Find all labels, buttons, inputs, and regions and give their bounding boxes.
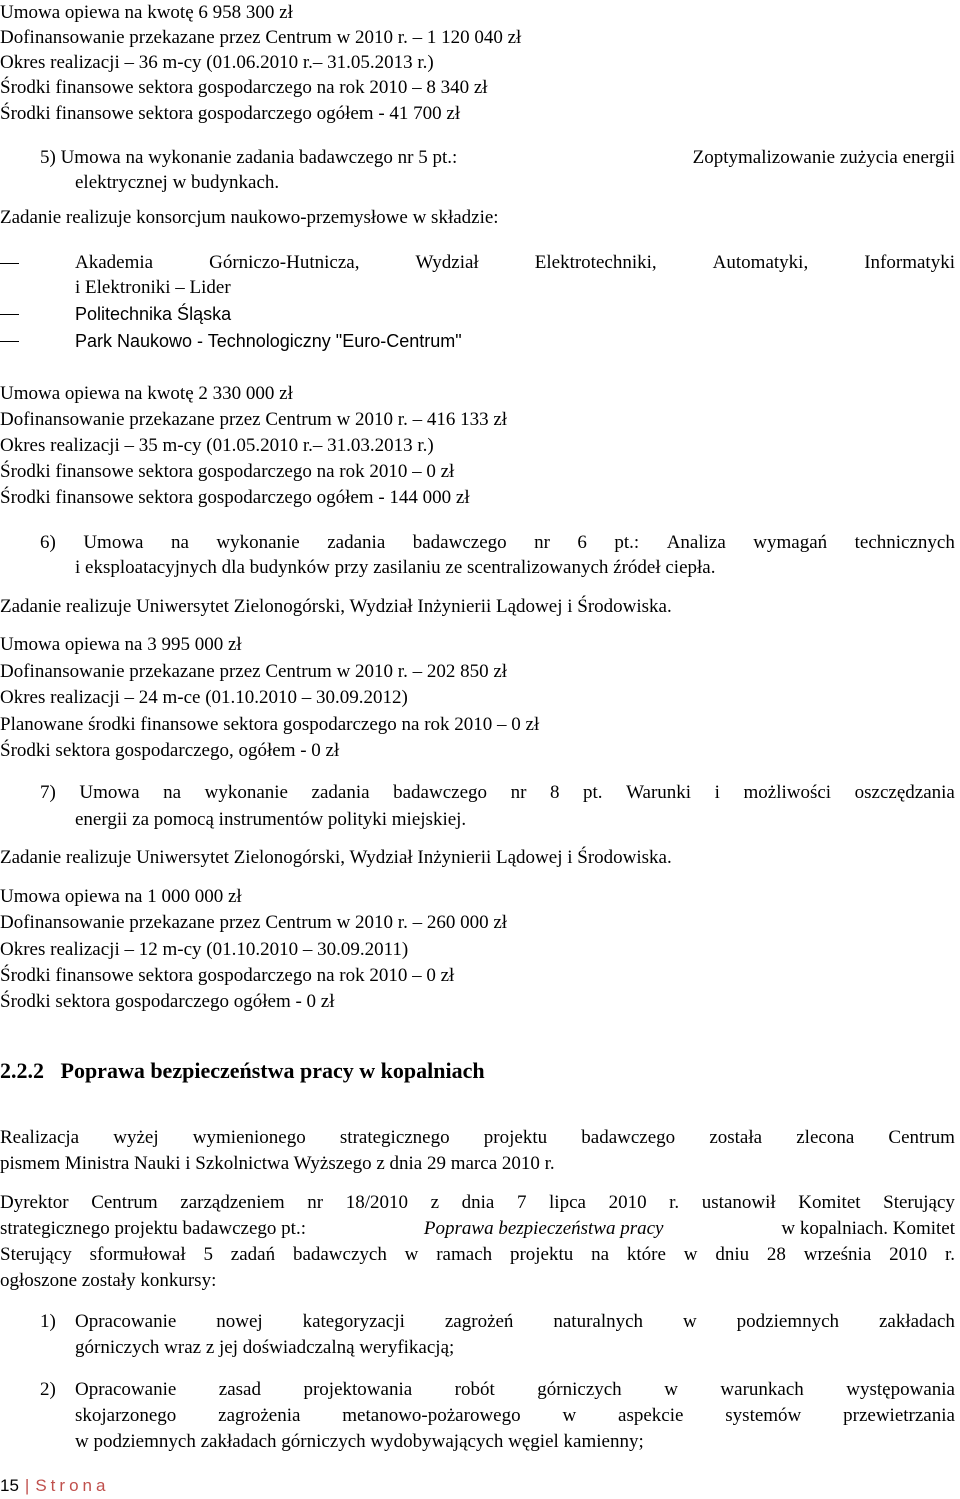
word: nr (307, 1192, 324, 1213)
task-5-heading (40, 145, 955, 170)
word: badawczego (393, 782, 488, 803)
task-7-heading (40, 780, 955, 805)
word: ustanowił (701, 1192, 776, 1213)
word: zadań (230, 1244, 276, 1265)
word: r. (669, 1192, 680, 1213)
word: projektu (483, 1127, 548, 1148)
word: projektu (509, 1244, 574, 1265)
word: zadania (327, 532, 386, 553)
contest-2-line (75, 1403, 955, 1428)
word: sformułował (89, 1244, 186, 1265)
word: badawczych (292, 1244, 387, 1265)
word: Umowa (83, 532, 144, 553)
word: wykonanie (216, 532, 300, 553)
word: i (714, 782, 720, 803)
word: aspekcie (618, 1405, 684, 1426)
word: nr (534, 532, 550, 553)
word: występowania (846, 1379, 955, 1400)
word: zakładach (878, 1311, 955, 1332)
word: Sterujący (0, 1244, 72, 1265)
word: Opracowanie (75, 1311, 177, 1332)
word: na (170, 532, 189, 553)
paragraph-2-line (0, 1242, 955, 1267)
word: metanowo-pożarowego (342, 1405, 521, 1426)
text-line: Umowa opiewa na 1 000 000 zł (0, 886, 242, 907)
word: 28 (766, 1244, 786, 1265)
consortium-member-1 (75, 250, 955, 275)
word: 2010 (608, 1192, 647, 1213)
word: w (683, 1311, 697, 1332)
text-line: Okres realizacji – 36 m-cy (01.06.2010 r.– 31.05.2013 r.) (0, 52, 434, 73)
word: naturalnych (553, 1311, 644, 1332)
contest-2-line (75, 1377, 955, 1402)
word: Elektrotechniki, (534, 252, 657, 273)
word: w (404, 1244, 419, 1265)
word: zarządzeniem (180, 1192, 285, 1213)
word: podziemnych (736, 1311, 840, 1332)
word: na (591, 1244, 610, 1265)
paragraph-2-line: ogłoszone zostały konkursy: (0, 1270, 217, 1291)
word: Centrum (888, 1127, 955, 1148)
word: 6) (40, 532, 56, 553)
word: zlecona (796, 1127, 855, 1148)
word: nr (510, 782, 527, 803)
task-7-executor: Zadanie realizuje Uniwersytet Zielonogórski, Wydział Inżynierii Lądowej i Środowiska. (0, 847, 672, 868)
paragraph-1-line: pismem Ministra Nauki i Szkolnictwa Wyższego z dnia 29 marca 2010 r. (0, 1153, 555, 1174)
task-5-title: 5) Umowa na wykonanie zadania badawczego nr 5 pt.: (40, 147, 458, 168)
word: zagrożeń (444, 1311, 514, 1332)
text-line: Okres realizacji – 24 m-ce (01.10.2010 – 30.09.2012) (0, 687, 408, 708)
word: Automatyki, (712, 252, 809, 273)
paragraph-2-line (0, 1190, 955, 1215)
word: została (709, 1127, 763, 1148)
task-6-heading (40, 530, 955, 555)
text-line: energii za pomocą instrumentów polityki miejskiej. (75, 809, 467, 830)
word: Centrum (91, 1192, 158, 1213)
text-line: Środki finansowe sektora gospodarczego ogółem - 144 000 zł (0, 487, 470, 508)
text-line: Umowa opiewa na kwotę 2 330 000 zł (0, 383, 293, 404)
word: Komitet (798, 1192, 861, 1213)
contest-2-number: 2) (40, 1379, 56, 1400)
word: 2010 (889, 1244, 928, 1265)
word: 8 (549, 782, 560, 803)
word: zasad (218, 1379, 261, 1400)
word: robót (454, 1379, 495, 1400)
word: nowej (216, 1311, 263, 1332)
page-footer (0, 1473, 109, 1498)
word: 7) (40, 782, 56, 803)
word: technicznych (854, 532, 955, 553)
contest-1-number: 1) (40, 1311, 56, 1332)
word: Akademia (75, 252, 154, 273)
word: możliwości (743, 782, 832, 803)
text-line: Środki sektora gospodarczego ogółem - 0 zł (0, 991, 335, 1012)
word: na (163, 782, 182, 803)
word: wyżej (113, 1127, 159, 1148)
text-line: Środki sektora gospodarczego, ogółem - 0 zł (0, 740, 340, 761)
word: pt. (583, 782, 603, 803)
word: września (803, 1244, 872, 1265)
section-number: 2.2.2 (0, 1058, 44, 1083)
text-line: Planowane środki finansowe sektora gospodarczego na rok 2010 – 0 zł (0, 714, 540, 735)
text-line: Okres realizacji – 12 m-cy (01.10.2010 – 30.09.2011) (0, 939, 409, 960)
paragraph-2-text: strategicznego projektu badawczego pt.: (0, 1218, 306, 1239)
text-line: i eksploatacyjnych dla budynków przy zasilaniu ze scentralizowanych źródeł ciepła. (75, 557, 716, 578)
word: badawczego (412, 532, 507, 553)
word: pt.: (614, 532, 640, 553)
text-line: Umowa opiewa na 3 995 000 zł (0, 634, 242, 655)
word: oszczędzania (854, 782, 955, 803)
word: zagrożenia (218, 1405, 301, 1426)
text-line: Okres realizacji – 35 m-cy (01.05.2010 r.– 31.03.2013 r.) (0, 435, 434, 456)
word: w (664, 1379, 678, 1400)
task-6-executor: Zadanie realizuje Uniwersytet Zielonogórski, Wydział Inżynierii Lądowej i Środowiska. (0, 596, 672, 617)
word: systemów (725, 1405, 802, 1426)
word: górniczych (537, 1379, 622, 1400)
text-line: Środki finansowe sektora gospodarczego ogółem - 41 700 zł (0, 103, 461, 124)
paragraph-1-line (0, 1125, 955, 1150)
word: 5 (203, 1244, 213, 1265)
word: 7 (516, 1192, 527, 1213)
word: Sterujący (883, 1192, 955, 1213)
page-number: 15 (0, 1476, 19, 1495)
word: 18/2010 (345, 1192, 408, 1213)
word: strategicznego (339, 1127, 450, 1148)
word: Umowa (79, 782, 140, 803)
contest-1-line: górniczych wraz z jej doświadczalną weryfikacją; (75, 1337, 455, 1358)
text-line: Umowa opiewa na kwotę 6 958 300 zł (0, 2, 293, 23)
word: ramach (436, 1244, 493, 1265)
bullet-dash (0, 263, 19, 264)
text-line: elektrycznej w budynkach. (75, 172, 280, 193)
word: Opracowanie (75, 1379, 177, 1400)
footer-separator: | (24, 1476, 30, 1495)
consortium-intro: Zadanie realizuje konsorcjum naukowo-przemysłowe w składzie: (0, 207, 499, 228)
word: Dyrektor (0, 1192, 69, 1213)
word: wymagań (753, 532, 828, 553)
consortium-member-3: Park Naukowo - Technologiczny "Euro-Centrum" (75, 331, 462, 351)
task-5-subject: Zoptymalizowanie zużycia energii (692, 147, 955, 168)
text-line: Środki finansowe sektora gospodarczego na rok 2010 – 0 zł (0, 461, 455, 482)
word: wykonanie (204, 782, 288, 803)
section-heading (0, 1057, 485, 1085)
word: projektowania (303, 1379, 413, 1400)
word: w (562, 1405, 577, 1426)
word: przewietrzania (843, 1405, 955, 1426)
project-title-italic: Poprawa bezpieczeństwa pracy (423, 1218, 664, 1239)
section-title: Poprawa bezpieczeństwa pracy w kopalniach (60, 1058, 485, 1083)
word: z (430, 1192, 440, 1213)
consortium-member-2: Politechnika Śląska (75, 304, 232, 324)
text-line: Dofinansowanie przekazane przez Centrum w 2010 r. – 416 133 zł (0, 409, 508, 430)
paragraph-2-text: w kopalniach. Komitet (781, 1218, 955, 1239)
text-line: Dofinansowanie przekazane przez Centrum w 2010 r. – 260 000 zł (0, 912, 508, 933)
word: Wydział (415, 252, 479, 273)
text-line: i Elektroniki – Lider (75, 277, 231, 298)
bullet-dash (0, 341, 19, 342)
paragraph-2-line (0, 1216, 955, 1241)
word: lipca (549, 1192, 586, 1213)
footer-label: Strona (35, 1476, 110, 1495)
bullet-dash (0, 314, 19, 315)
word: Informatyki (864, 252, 955, 273)
word: r. (944, 1244, 955, 1265)
word: badawczego (581, 1127, 676, 1148)
word: dniu (715, 1244, 750, 1265)
text-line: Środki finansowe sektora gospodarczego na rok 2010 – 8 340 zł (0, 77, 488, 98)
word: w (683, 1244, 698, 1265)
word: zadania (311, 782, 370, 803)
word: kategoryzacji (302, 1311, 405, 1332)
text-line: Dofinansowanie przekazane przez Centrum w 2010 r. – 202 850 zł (0, 661, 508, 682)
word: warunkach (720, 1379, 804, 1400)
word: Analiza (666, 532, 726, 553)
contest-1-line (75, 1309, 955, 1334)
word: Górniczo-Hutnicza, (209, 252, 360, 273)
word: Warunki (626, 782, 692, 803)
word: które (626, 1244, 666, 1265)
text-line: Dofinansowanie przekazane przez Centrum w 2010 r. – 1 120 040 zł (0, 27, 522, 48)
word: skojarzonego (75, 1405, 177, 1426)
text-line: Środki finansowe sektora gospodarczego na rok 2010 – 0 zł (0, 965, 455, 986)
word: Realizacja (0, 1127, 80, 1148)
word: wymienionego (192, 1127, 306, 1148)
word: 6 (577, 532, 587, 553)
word: dnia (461, 1192, 495, 1213)
contest-2-line: w podziemnych zakładach górniczych wydobywających węgiel kamienny; (75, 1431, 644, 1452)
